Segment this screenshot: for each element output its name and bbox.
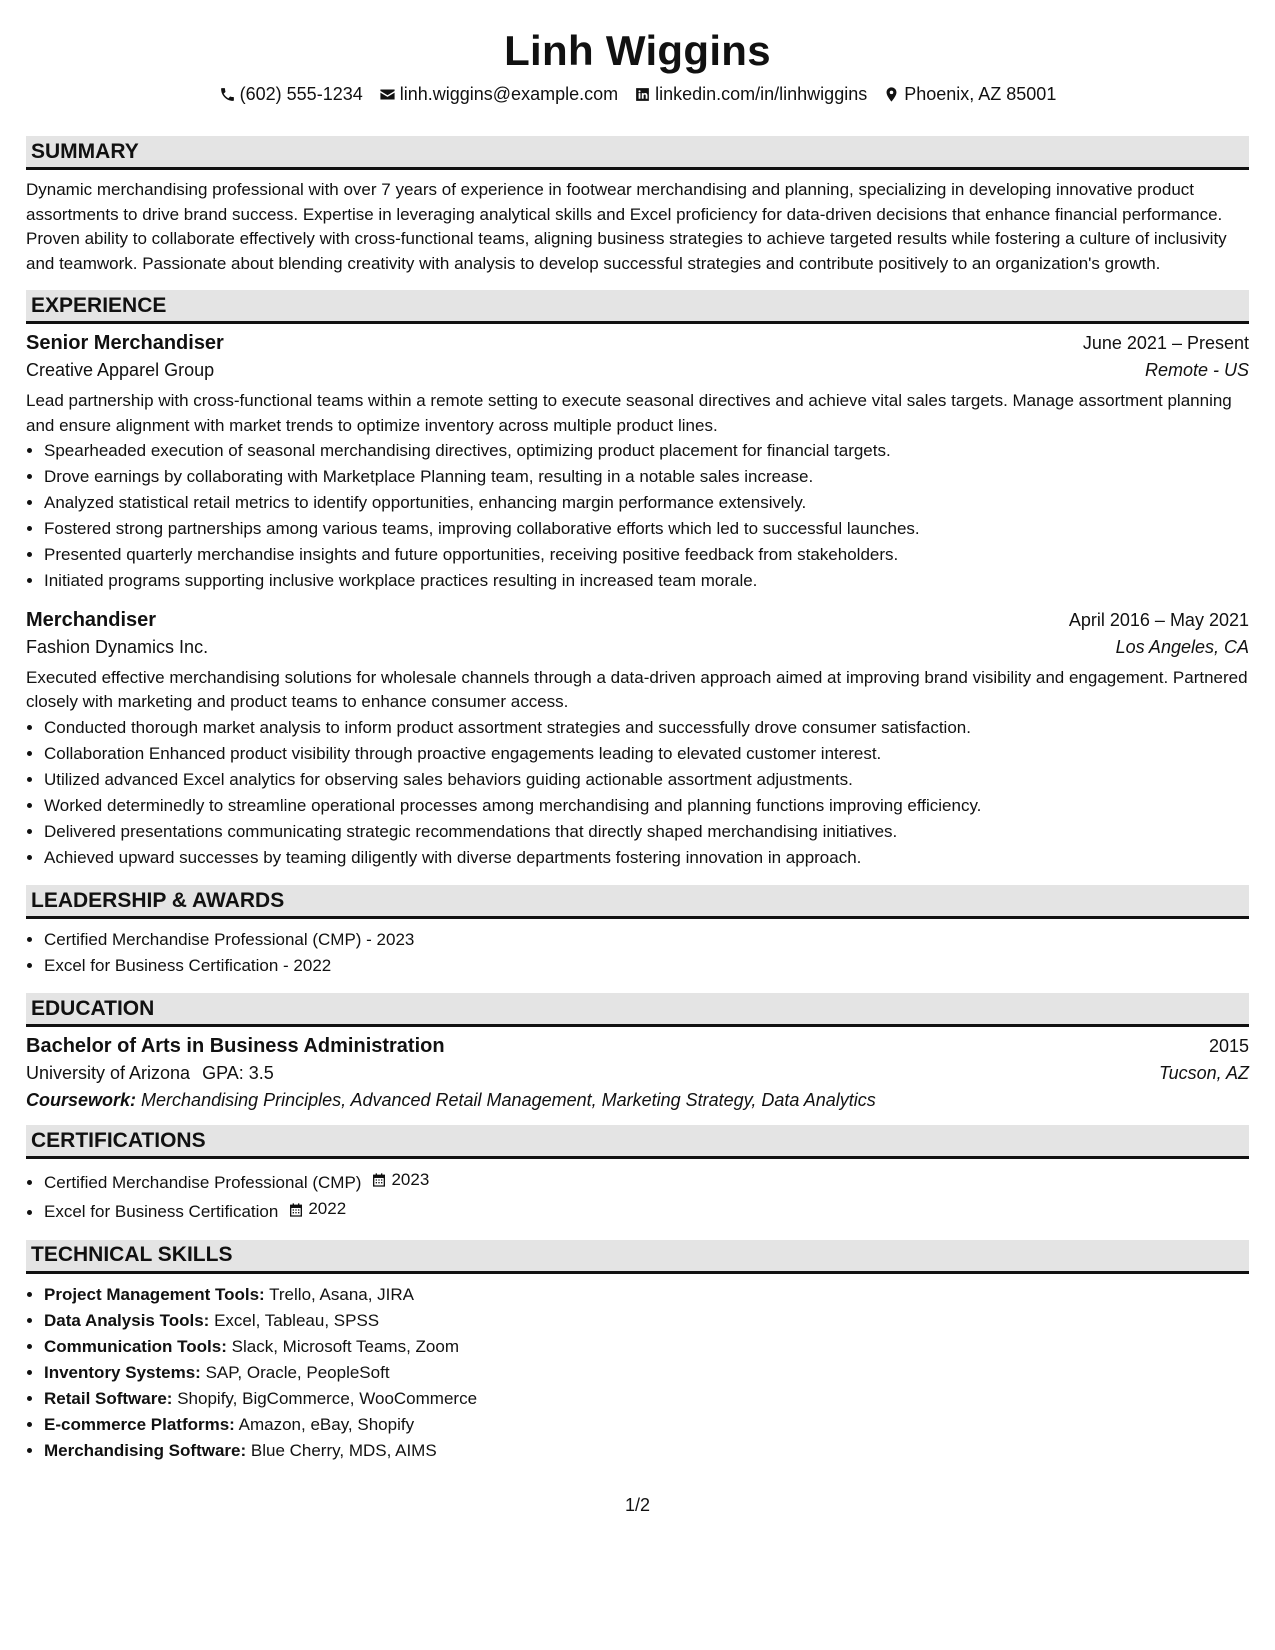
list-item: • Certified Merchandise Professional (CMP) - 2023 — [44, 927, 1249, 953]
list-item: • Excel for Business Certification - 2022 — [44, 953, 1249, 979]
school-location: Tucson, AZ — [1158, 1063, 1249, 1084]
cert-name: Certified Merchandise Professional (CMP) — [44, 1173, 362, 1193]
job-entry — [26, 609, 1249, 872]
summary-section — [26, 136, 1249, 276]
school-name: University of Arizona — [26, 1063, 191, 1084]
section-heading: LEADERSHIP & AWARDS — [26, 885, 1249, 919]
certifications-list — [26, 1167, 1249, 1225]
list-item — [44, 1412, 1249, 1438]
skill-value: Slack, Microsoft Teams, Zoom — [231, 1336, 459, 1356]
list-item — [44, 1334, 1249, 1360]
job-entry — [26, 332, 1249, 595]
skill-label: Data Analysis Tools: — [44, 1310, 210, 1330]
cert-date — [371, 1167, 429, 1193]
awards-list — [26, 927, 1249, 979]
skills-section — [26, 1240, 1249, 1465]
job-title: Senior Merchandiser — [26, 332, 224, 354]
section-heading: EXPERIENCE — [26, 290, 1249, 324]
skill-value: Amazon, eBay, Shopify — [238, 1415, 415, 1435]
list-item: • Initiated programs supporting inclusive workplace practices resulting in increased team morale. — [44, 568, 1249, 594]
list-item — [44, 1167, 1249, 1196]
cert-name: Excel for Business Certification — [44, 1202, 279, 1222]
job-title: Merchandiser — [26, 608, 157, 631]
awards-section — [26, 885, 1249, 979]
experience-section — [26, 290, 1249, 871]
skill-value: Blue Cherry, MDS, AIMS — [250, 1441, 437, 1461]
skill-value: Trello, Asana, JIRA — [269, 1284, 415, 1304]
section-heading: CERTIFICATIONS — [26, 1125, 1249, 1159]
certifications-section — [26, 1125, 1249, 1225]
skills-list — [26, 1282, 1249, 1465]
calendar-icon — [371, 1172, 387, 1188]
calendar-icon — [288, 1202, 304, 1218]
section-heading: EDUCATION — [26, 993, 1249, 1027]
list-item: • Analyzed statistical retail metrics to identify opportunities, enhancing margin performance extensively. — [44, 490, 1249, 516]
linkedin-icon — [634, 86, 651, 103]
list-item — [44, 1282, 1249, 1308]
education-entry — [26, 1035, 1249, 1111]
list-item: • Worked determinedly to streamline operational processes among merchandising and planning functions improving efficiency. — [44, 793, 1249, 819]
list-item: • Presented quarterly merchandise insights and future opportunities, receiving positive feedback from stakeholders. — [44, 542, 1249, 568]
school-line — [26, 1063, 274, 1084]
job-location: Remote - US — [1144, 360, 1249, 380]
summary-text: Dynamic merchandising professional with over 7 years of experience in footwear merchandising and planning, specializing in developing innovative product assortments to drive brand success. Expertise in leveraging analytical skills and Excel proficiency for data-driven decisions that enhance financial performance. Proven ability to collaborate effectively with cross-functional teams, aligning business strategies to achieve targeted results while fostering a culture of inclusivity and teamwork. Passionate about blending creativity with analysis to develop successful strategies and contribute positively to an organization's growth. — [26, 180, 1227, 273]
contact-email[interactable] — [379, 82, 618, 106]
contact-location — [883, 82, 1056, 106]
job-bullets — [26, 715, 1249, 872]
cert-date — [288, 1196, 346, 1222]
job-dates: June 2021 – Present — [1082, 333, 1249, 353]
list-item — [44, 1308, 1249, 1334]
list-item: • Delivered presentations communicating strategic recommendations that directly shaped merchandising initiatives. — [44, 819, 1249, 845]
page-number: 1/2 — [624, 1495, 651, 1515]
job-description: Lead partnership with cross-functional teams within a remote setting to execute seasonal directives and achieve vital sales targets. Manage assortment planning and ensure alignment with market trends to optimize inventory across multiple product lines. — [26, 391, 1232, 435]
gpa: GPA: 3.5 — [202, 1063, 274, 1084]
job-company: Fashion Dynamics Inc. — [26, 636, 209, 657]
list-item: • Collaboration Enhanced product visibility through proactive engagements leading to elevated customer interest. — [44, 741, 1249, 767]
list-item: • Fostered strong partnerships among various teams, improving collaborative efforts which led to successful launches. — [44, 516, 1249, 542]
degree: Bachelor of Arts in Business Administration — [26, 1035, 445, 1058]
section-heading: TECHNICAL SKILLS — [26, 1240, 1249, 1274]
map-marker-icon — [883, 86, 900, 103]
candidate-name: Linh Wiggins — [504, 27, 771, 74]
resume-page — [26, 20, 1249, 1464]
skill-value: SAP, Oracle, PeopleSoft — [205, 1362, 390, 1382]
cert-year: 2022 — [308, 1199, 347, 1219]
list-item — [44, 1196, 1249, 1225]
coursework-list: Merchandising Principles, Advanced Retail Management, Marketing Strategy, Data Analytics — [141, 1090, 876, 1111]
envelope-icon — [379, 86, 396, 103]
job-bullets — [26, 438, 1249, 595]
skill-value: Excel, Tableau, SPSS — [214, 1310, 380, 1330]
location-text: Phoenix, AZ 85001 — [904, 84, 1057, 104]
contact-linkedin[interactable] — [634, 82, 867, 106]
skill-label: Inventory Systems: — [44, 1362, 201, 1382]
job-description: Executed effective merchandising solutions for wholesale channels through a data-driven approach aimed at improving brand visibility and engagement. Partnered closely with marketing and product teams to enhance consumer access. — [26, 667, 1248, 712]
phone-icon — [219, 86, 236, 103]
linkedin-link[interactable]: linkedin.com/in/linhwiggins — [655, 84, 868, 104]
list-item — [44, 1438, 1249, 1464]
list-item: • Spearheaded execution of seasonal merchandising directives, optimizing product placement for financial targets. — [44, 438, 1249, 464]
skill-label: Merchandising Software: — [44, 1441, 247, 1461]
skill-label: Project Management Tools: — [44, 1284, 265, 1304]
list-item: • Conducted thorough market analysis to inform product assortment strategies and successfully drove consumer satisfaction. — [44, 715, 1249, 741]
job-dates: April 2016 – May 2021 — [1068, 609, 1249, 630]
list-item: • Achieved upward successes by teaming diligently with diverse departments fostering innovation in approach. — [44, 845, 1249, 871]
skill-label: Retail Software: — [44, 1388, 173, 1408]
skill-value: Shopify, BigCommerce, WooCommerce — [177, 1388, 478, 1408]
list-item — [44, 1360, 1249, 1386]
list-item: • Drove earnings by collaborating with Marketplace Planning team, resulting in a notable sales increase. — [44, 464, 1249, 490]
coursework — [26, 1090, 1249, 1111]
contact-phone — [219, 82, 363, 106]
skill-label: E-commerce Platforms: — [44, 1415, 235, 1435]
skill-label: Communication Tools: — [44, 1336, 227, 1356]
job-location: Los Angeles, CA — [1115, 636, 1249, 657]
cert-year: 2023 — [391, 1170, 430, 1190]
education-section — [26, 993, 1249, 1111]
list-item — [44, 1386, 1249, 1412]
coursework-label: Coursework: — [26, 1090, 137, 1111]
contact-bar — [26, 82, 1249, 106]
job-company: Creative Apparel Group — [26, 360, 215, 380]
list-item: • Utilized advanced Excel analytics for observing sales behaviors guiding actionable assortment adjustments. — [44, 767, 1249, 793]
section-heading: SUMMARY — [26, 136, 1249, 170]
email-link[interactable]: linh.wiggins@example.com — [399, 84, 619, 104]
graduation-year: 2015 — [1208, 1036, 1249, 1057]
phone-text: (602) 555-1234 — [239, 84, 363, 104]
